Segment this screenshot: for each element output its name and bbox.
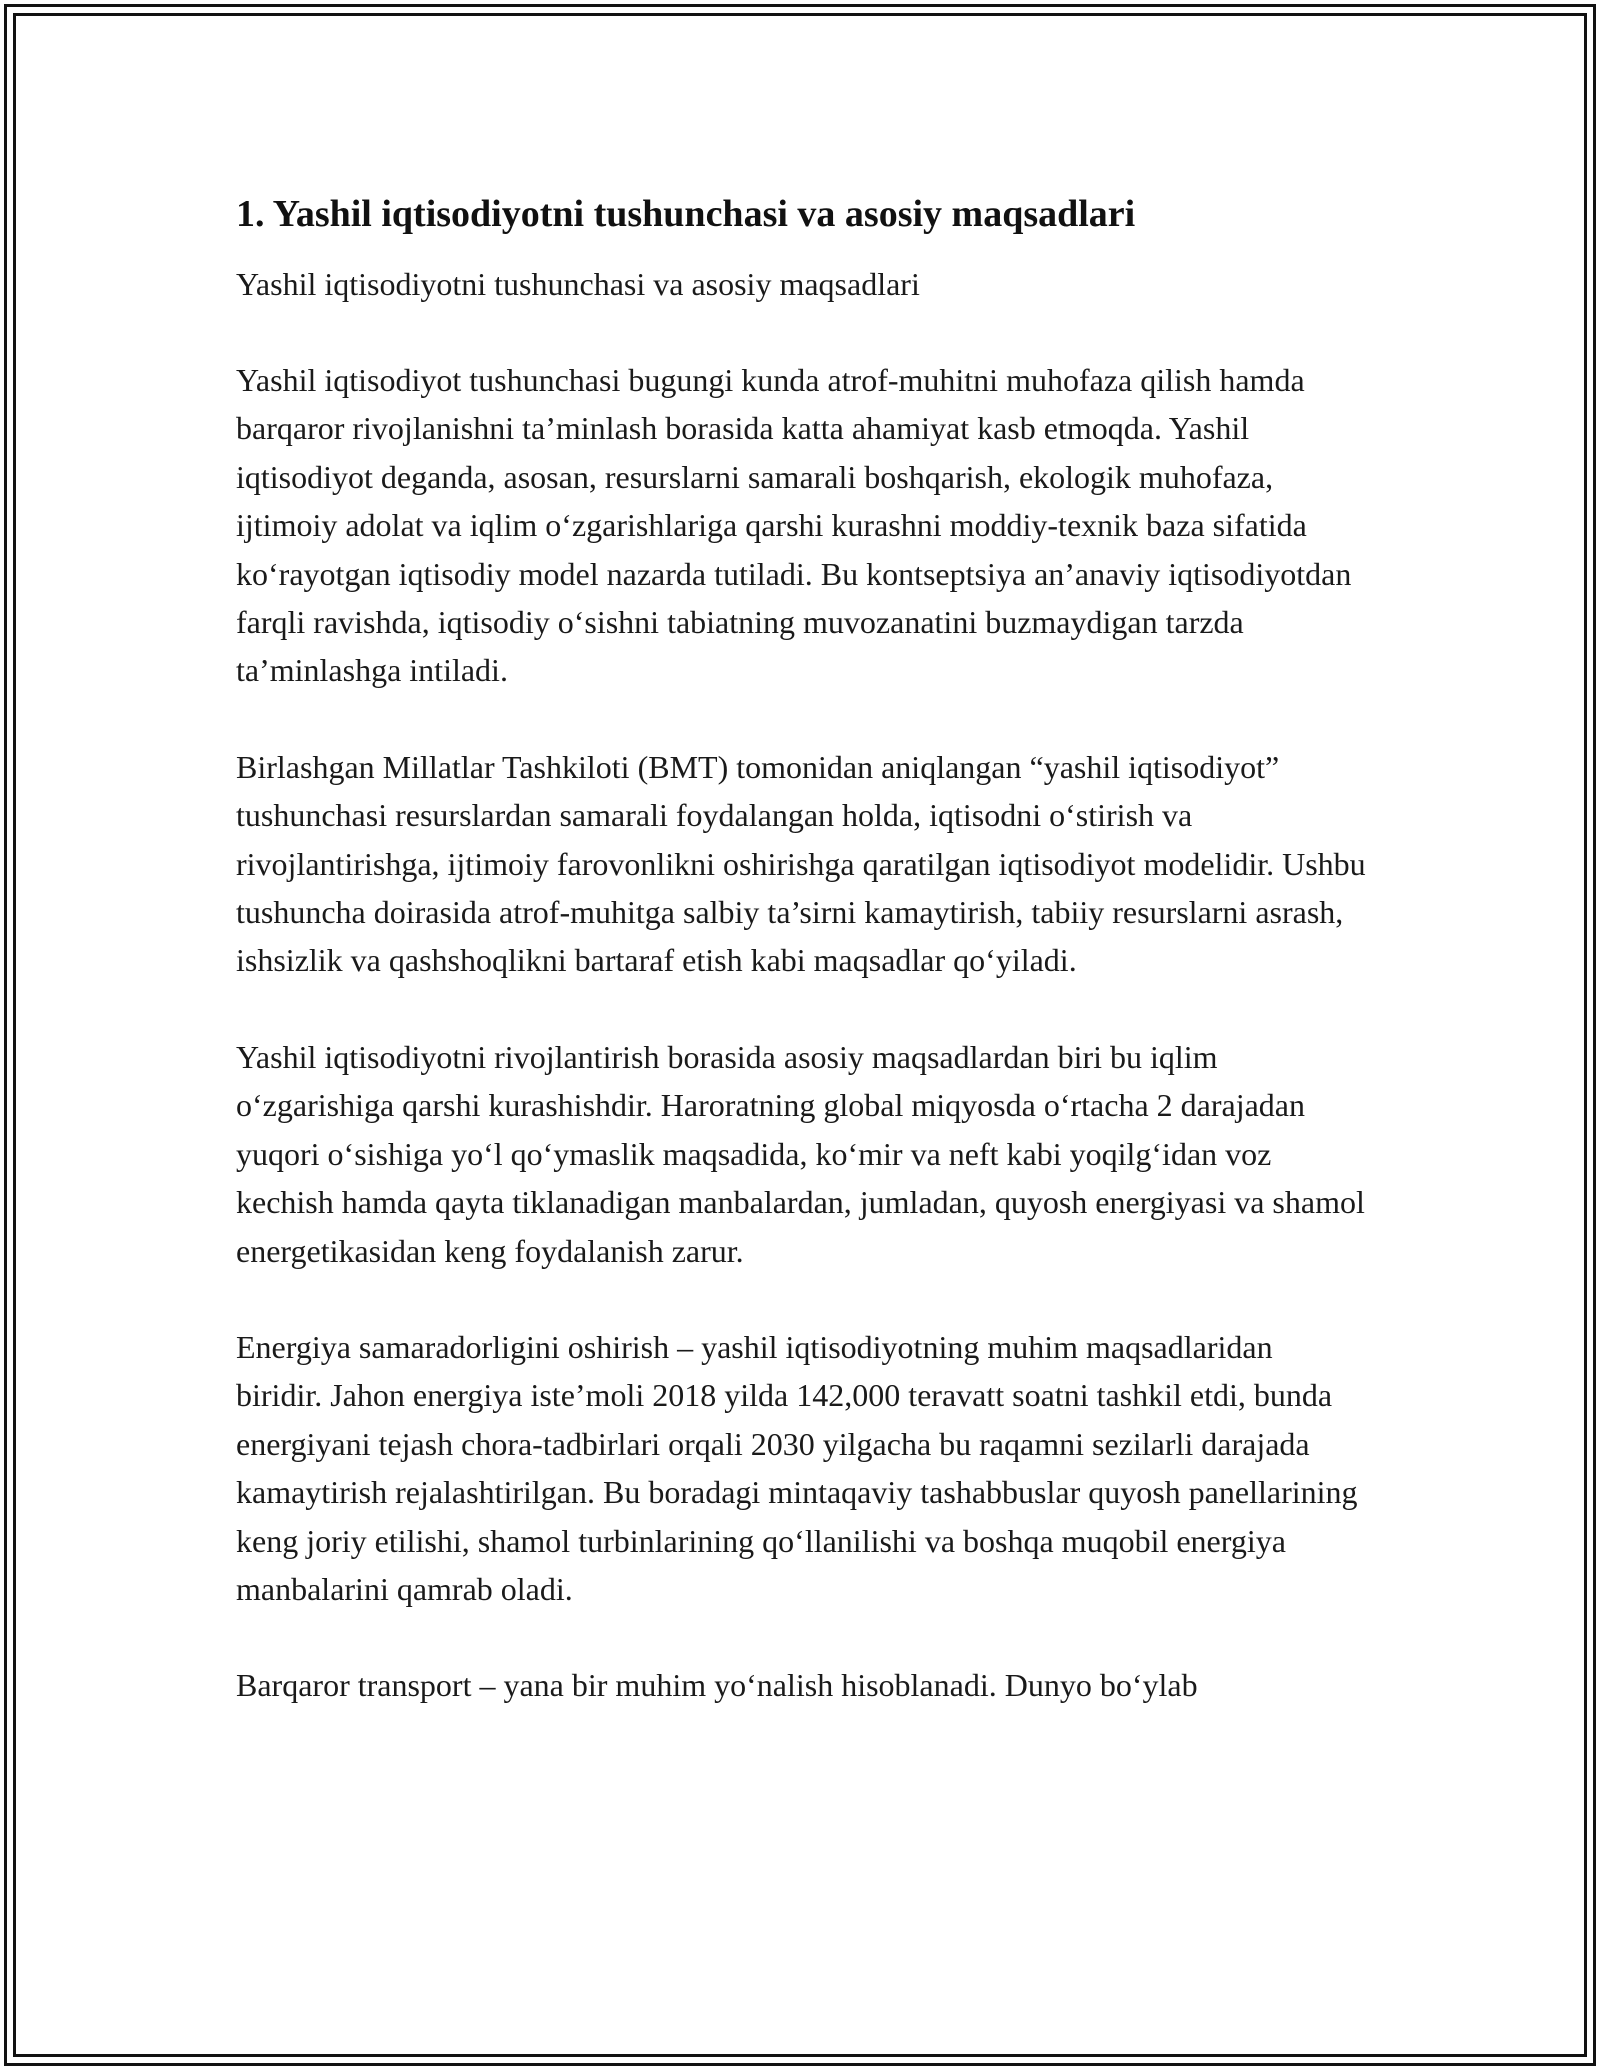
paragraph-5: Barqaror transport – yana bir muhim yo‘nalish hisoblanadi. Dunyo bo‘ylab (236, 1667, 1198, 1704)
section-heading: 1. Yashil iqtisodiyotni tushunchasi va asosiy maqsadlari (236, 193, 1136, 235)
section-subtitle: Yashil iqtisodiyotni tushunchasi va asosiy maqsadlari (236, 266, 920, 302)
paragraph-1: Yashil iqtisodiyot tushunchasi bugungi kunda atrof-muhitni muhofaza qilish hamda barqaror rivojlanishni ta’minlash borasida katta ahamiyat kasb etmoqda. Yashil iqtisodiyot deganda, asosan, resurslarni samarali boshqarish, ekologik muhofaza, ijtimoiy adolat va iqlim o‘zgarishlariga qarshi kurashni moddiy-texnik baza sifatida ko‘rayotgan iqtisodiy model nazarda tutiladi. Bu kontseptsiya an’anaviy iqtisodiyotdan farqli ravishda, iqtisodiy o‘sishni tabiatning muvozanatini buzmaydigan tarzda ta’minlashga intiladi. (236, 362, 1352, 689)
document-body (236, 186, 1366, 1710)
paragraph-2: Birlashgan Millatlar Tashkiloti (BMT) tomonidan aniqlangan “yashil iqtisodiyot” tushunchasi resurslardan samarali foydalangan holda, iqtisodni o‘stirish va rivojlantirishga, ijtimoiy farovonlikni oshirishga qaratilgan iqtisodiyot modelidir. Ushbu tushuncha doirasida atrof-muhitga salbiy ta’sirni kamaytirish, tabiiy resurslarni asrash, ishsizlik va qashshoqlikni bartaraf etish kabi maqsadlar qo‘yiladi. (236, 748, 1366, 979)
paragraph-4: Energiya samaradorligini oshirish – yashil iqtisodiyotning muhim maqsadlaridan biridir. Jahon energiya iste’moli 2018 yilda 142,000 teravatt soatni tashkil etdi, bunda energiyani tejash chora-tadbirlari orqali 2030 yilgacha bu raqamni sezilarli darajada kamaytirish rejalashtirilgan. Bu boradagi mintaqaviy tashabbuslar quyosh panellarining keng joriy etilishi, shamol turbinlarining qo‘llanilishi va boshqa muqobil energiya manbalarini qamrab oladi. (236, 1328, 1358, 1607)
paragraph-3: Yashil iqtisodiyotni rivojlantirish borasida asosiy maqsadlardan biri bu iqlim o‘zgarishiga qarshi kurashishdir. Haroratning global miqyosda o‘rtacha 2 darajadan yuqori o‘sishiga yo‘l qo‘ymaslik maqsadida, ko‘mir va neft kabi yoqilg‘idan voz kechish hamda qayta tiklanadigan manbalardan, jumladan, quyosh energiyasi va shamol energetikasidan keng foydalanish zarur. (236, 1038, 1365, 1269)
